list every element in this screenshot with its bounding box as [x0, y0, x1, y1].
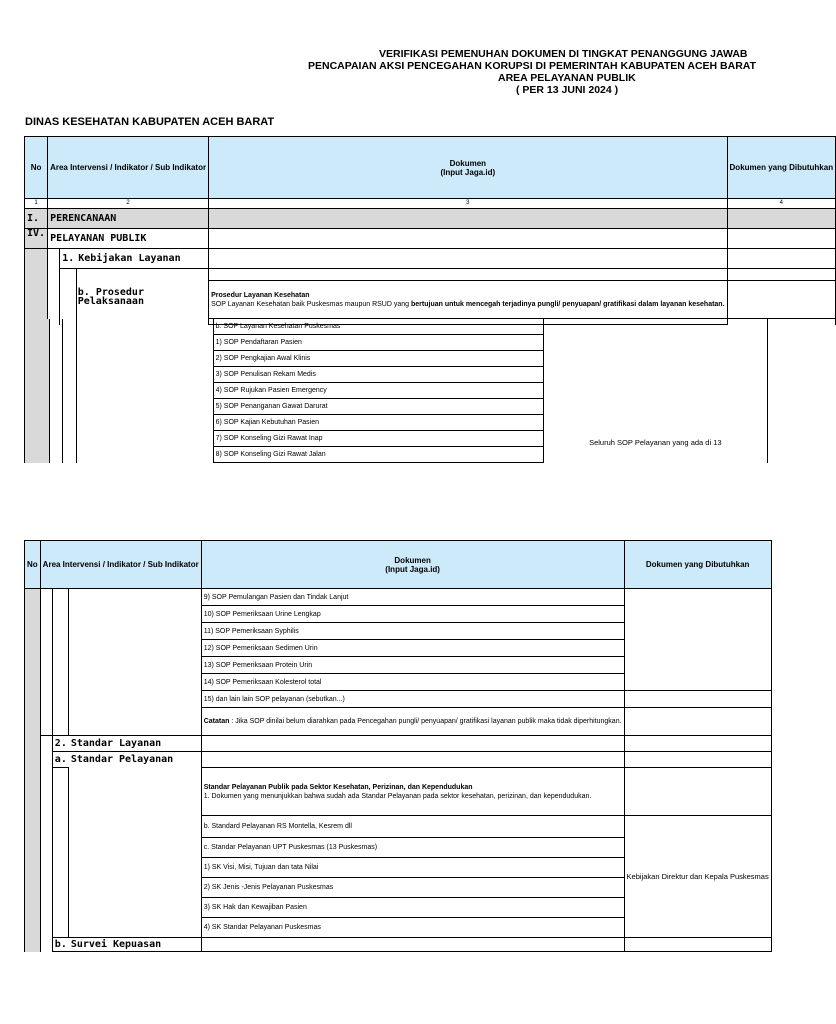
- sub-indicator-row: [25, 269, 836, 281]
- document-item: 3) SOP Penulisan Rekam Medis: [213, 367, 543, 383]
- sub-indicator-number: b.: [77, 286, 90, 298]
- section-row-perencanaan: [25, 209, 836, 229]
- required-document: Kebijakan Direktur dan Kepala Puskesmas: [624, 816, 771, 938]
- indicator-number: 1.: [60, 249, 77, 269]
- sub-indicator-number: a.: [52, 752, 69, 768]
- document-item: 12) SOP Pemeriksaan Sedimen Urin: [201, 640, 624, 657]
- header-dokumen: Dokumen (Input Jaga.id): [201, 541, 624, 589]
- report-title-line-2: PENCAPAIAN AKSI PENCEGAHAN KORUPSI DI PEMERINTAH KABUPATEN ACEH BARAT: [308, 60, 757, 72]
- required-document: Seluruh SOP Pelayanan yang ada di 13: [543, 319, 767, 463]
- document-block: [209, 281, 727, 319]
- header-dokumen: Dokumen (Input Jaga.id): [209, 137, 727, 199]
- document-block-text: 1. Dokumen yang menunjukkan bahwa sudah ada Standar Pelayanan pada sektor kesehatan, perizinan, dan kependudukan.: [203, 792, 592, 800]
- document-item: 6) SOP Kajian Kebutuhan Pasien: [213, 415, 543, 431]
- section-label: PERENCANAAN: [48, 209, 209, 229]
- list-item: [25, 319, 768, 335]
- document-item: 2) SOP Pengkajian Awal Klinis: [213, 351, 543, 367]
- report-title-line-1: VERIFIKASI PEMENUHAN DOKUMEN DI TINGKAT PENANGGUNG JAWAB: [379, 48, 748, 60]
- sub-indicator-text: Prosedur Pelaksanaan: [77, 286, 144, 307]
- section-row-pelayanan-publik: [25, 229, 836, 249]
- indicator-row: [25, 736, 772, 752]
- column-index: 4: [727, 199, 836, 209]
- sub-indicator-row: [25, 938, 772, 952]
- list-item: [25, 816, 772, 838]
- document-item: 4) SOP Rujukan Pasien Emergency: [213, 383, 543, 399]
- document-item: 3) SK Hak dan Kewajiban Pasien: [201, 898, 624, 918]
- table-header-row: [25, 137, 836, 199]
- verification-table-page-1-list: [24, 318, 768, 463]
- document-item: 8) SOP Konseling Gizi Rawat Jalan: [213, 447, 543, 463]
- header-area: Area Intervensi / Indikator / Sub Indikator: [48, 137, 209, 199]
- document-block-row: [25, 768, 772, 816]
- list-item: [25, 691, 772, 708]
- table-header-row: [25, 541, 772, 589]
- verification-table-page-2: [24, 540, 772, 952]
- column-index: 1: [25, 199, 48, 209]
- report-title-line-4: ( PER 13 JUNI 2024 ): [516, 84, 619, 96]
- sub-indicator-row: [25, 752, 772, 768]
- document-block-title: Prosedur Layanan Kesehatan: [211, 291, 310, 299]
- agency-name: DINAS KESEHATAN KABUPATEN ACEH BARAT: [25, 116, 275, 128]
- document-item: c. Standar Pelayanan UPT Puskesmas (13 Puskesmas): [201, 838, 624, 858]
- section-number: IV.: [25, 229, 48, 249]
- report-title-line-3: AREA PELAYANAN PUBLIK: [498, 72, 636, 84]
- sub-indicator-label: [76, 269, 208, 325]
- document-block-emphasis: bertujuan untuk mencegah terjadinya pungli/ penyuapan/ gratifikasi dalam layanan kesehatan.: [411, 300, 725, 308]
- document-item: b. SOP Layanan Kesehatan Puskesmas: [213, 319, 543, 335]
- indicator-label: Kebijakan Layanan: [76, 249, 208, 269]
- list-item: [25, 589, 772, 606]
- document-item: 13) SOP Pemeriksaan Protein Urin: [201, 657, 624, 674]
- document-block-text: SOP Layanan Kesehatan baik Puskesmas maupun RSUD yang: [211, 300, 411, 308]
- column-index-row: [25, 199, 836, 209]
- header-area: Area Intervensi / Indikator / Sub Indikator: [40, 541, 201, 589]
- column-index: 3: [209, 199, 727, 209]
- document-item: 11) SOP Pemeriksaan Syphilis: [201, 623, 624, 640]
- indicator-row: [25, 249, 836, 269]
- indicator-number: 2.: [52, 736, 69, 752]
- document-item: 10) SOP Pemeriksaan Urine Lengkap: [201, 606, 624, 623]
- document-block-title: Standar Pelayanan Publik pada Sektor Kesehatan, Perizinan, dan Kependudukan: [203, 783, 473, 791]
- document-item: 2) SK Jenis -Jenis Pelayanan Puskesmas: [201, 878, 624, 898]
- header-dibutuhkan: Dokumen yang Dibutuhkan: [727, 137, 836, 199]
- section-label: PELAYANAN PUBLIK: [48, 229, 209, 249]
- document-item: 14) SOP Pemeriksaan Kolesterol total: [201, 674, 624, 691]
- note-row: [25, 708, 772, 736]
- sub-indicator-label: Standar Pelayanan: [69, 752, 201, 768]
- document-item: 15) dan lain lain SOP pelayanan (sebutkan...): [201, 691, 624, 708]
- header-dibutuhkan: Dokumen yang Dibutuhkan: [624, 541, 771, 589]
- sub-indicator-number: b.: [52, 938, 69, 952]
- header-no: No: [25, 137, 48, 199]
- column-index: 2: [48, 199, 209, 209]
- sub-indicator-label: Survei Kepuasan: [69, 938, 201, 952]
- header-no: No: [25, 541, 41, 589]
- indicator-label: Standar Layanan: [69, 736, 201, 752]
- document-item: 1) SK Visi, Misi, Tujuan dan tata Nilai: [201, 858, 624, 878]
- document-item: 1) SOP Pendaftaran Pasien: [213, 335, 543, 351]
- catatan-note: [201, 708, 624, 736]
- document-item: 9) SOP Pemulangan Pasien dan Tindak Lanjut: [201, 589, 624, 606]
- document-block: [201, 768, 624, 816]
- document-item: b. Standard Pelayanan RS Montella, Kesrem dll: [201, 816, 624, 838]
- section-number: I.: [25, 209, 48, 229]
- catatan-text: : Jika SOP dinilai belum diarahkan pada Pencegahan pungli/ penyuapan/ gratifikasi layanan publik maka tidak diperhitungkan.: [229, 718, 622, 725]
- catatan-label: Catatan: [203, 718, 230, 725]
- document-item: 7) SOP Konseling Gizi Rawat Inap: [213, 431, 543, 447]
- document-item: 4) SK Standar Pelayanan Puskesmas: [201, 918, 624, 938]
- document-item: 5) SOP Penanganan Gawat Darurat: [213, 399, 543, 415]
- verification-table-page-1: [24, 136, 836, 325]
